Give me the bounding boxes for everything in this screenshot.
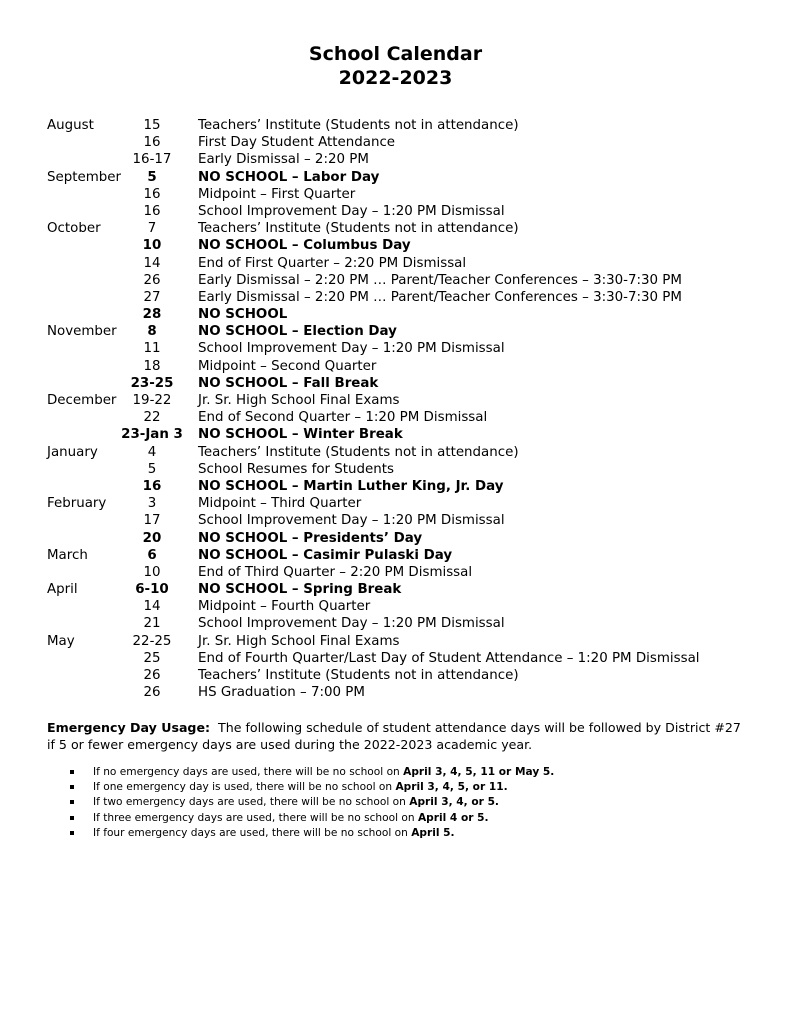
calendar-days: 26: [143, 685, 161, 701]
calendar-days: 4: [147, 444, 157, 460]
calendar-row: [0, 650, 791, 667]
calendar-row: [0, 615, 791, 632]
calendar-days: 27: [143, 289, 161, 305]
calendar-event: Teachers’ Institute (Students not in attendance): [198, 444, 519, 460]
calendar-days: 5: [147, 461, 157, 477]
calendar-event: Jr. Sr. High School Final Exams: [198, 633, 400, 649]
emergency-text: The following schedule of student attendance days will be followed by District #27 if 5 or fewer emergency days are used during the 2022-2023 academic year.: [47, 720, 741, 752]
calendar-event: Jr. Sr. High School Final Exams: [198, 393, 400, 408]
calendar-days: 16: [143, 135, 161, 151]
calendar-days: 14: [143, 255, 161, 271]
calendar-row: [0, 633, 791, 650]
calendar-event: Midpoint – Second Quarter: [198, 358, 377, 374]
calendar-event: NO SCHOOL – Winter Break: [198, 427, 403, 443]
bullet-item: [70, 765, 770, 780]
bullet-text: If four emergency days are used, there will be no school on: [93, 826, 412, 839]
calendar-days: 6-10: [135, 582, 169, 598]
calendar-row: [0, 289, 791, 306]
calendar-row: [0, 306, 791, 323]
calendar-event: Midpoint – First Quarter: [198, 186, 356, 202]
calendar-event: Teachers’ Institute (Students not in attendance): [198, 668, 519, 683]
calendar-row: [0, 530, 791, 547]
calendar-days: 16: [142, 478, 162, 494]
bullet-square-icon: [70, 770, 74, 774]
calendar-event: Midpoint – Fourth Quarter: [198, 599, 371, 615]
bullet-square-icon: [70, 831, 74, 835]
calendar-month: October: [47, 221, 101, 237]
calendar-month: January: [47, 444, 98, 460]
bullet-item: [70, 780, 770, 795]
calendar-event: Teachers’ Institute (Students not in attendance): [198, 118, 519, 133]
calendar-month: May: [47, 633, 75, 649]
calendar-days: 28: [142, 307, 162, 323]
calendar-row: [0, 117, 791, 134]
calendar-row: [0, 203, 791, 220]
bullet-dates: April 4 or 5.: [417, 811, 489, 824]
calendar-days: 23-25: [130, 375, 174, 391]
bullet-text: If two emergency days are used, there will be no school on: [93, 796, 410, 809]
calendar-row: [0, 512, 791, 529]
calendar-row: [0, 220, 791, 237]
bullet-dates: April 3, 4, or 5.: [409, 796, 499, 809]
calendar-event: Early Dismissal – 2:20 PM: [198, 152, 369, 168]
calendar-row: [0, 255, 791, 272]
calendar-event: NO SCHOOL – Fall Break: [198, 375, 379, 391]
emergency-bullet-list: [70, 765, 770, 841]
calendar-row: [0, 495, 791, 512]
calendar-row: [0, 169, 791, 186]
calendar-event: School Resumes for Students: [198, 461, 394, 477]
calendar-days: 14: [143, 599, 161, 615]
bullet-square-icon: [70, 800, 74, 804]
bullet-text: If no emergency days are used, there will be no school on: [93, 766, 404, 778]
emergency-paragraph: [47, 719, 747, 753]
calendar-event: School Improvement Day – 1:20 PM Dismissal: [198, 341, 505, 357]
calendar-event: End of First Quarter – 2:20 PM Dismissal: [198, 255, 467, 271]
calendar-row: [0, 272, 791, 289]
calendar-days: 16: [143, 203, 161, 219]
bullet-text-line: [93, 811, 489, 826]
calendar-row: [0, 323, 791, 340]
calendar-days: 11: [143, 341, 161, 357]
calendar-event: NO SCHOOL – Spring Break: [198, 582, 402, 598]
calendar-days: 16-17: [132, 152, 172, 168]
calendar-event: NO SCHOOL – Election Day: [198, 324, 397, 340]
bullet-item: [70, 795, 770, 810]
calendar-row: [0, 581, 791, 598]
calendar-days: 23-Jan 3: [121, 427, 183, 443]
calendar-row: [0, 564, 791, 581]
calendar-event: First Day Student Attendance: [198, 135, 396, 151]
bullet-dates: April 3, 4, 5, or 11.: [395, 781, 508, 794]
calendar-event: Early Dismissal – 2:20 PM … Parent/Teacher Conferences – 3:30-7:30 PM: [198, 272, 682, 288]
calendar-row: [0, 426, 791, 443]
bullet-item: [70, 811, 770, 826]
calendar-days: 7: [147, 221, 157, 237]
bullet-text-line: [93, 795, 499, 810]
calendar-event: NO SCHOOL – Martin Luther King, Jr. Day: [198, 478, 504, 494]
page-title: School Calendar: [308, 43, 483, 65]
calendar-days: 21: [143, 616, 161, 632]
bullet-dates: April 5.: [411, 826, 455, 839]
bullet-text-line: [93, 780, 508, 795]
calendar-event: NO SCHOOL – Presidents’ Day: [198, 530, 423, 546]
calendar-month: March: [47, 547, 88, 563]
calendar-days: 26: [143, 668, 161, 683]
calendar-row: [0, 151, 791, 168]
calendar-row: [0, 375, 791, 392]
calendar-days: 10: [142, 238, 162, 254]
calendar-row: [0, 134, 791, 151]
calendar-row: [0, 547, 791, 564]
calendar-list: [0, 117, 791, 701]
calendar-days: 19-22: [132, 393, 172, 408]
calendar-row: [0, 478, 791, 495]
calendar-row: [0, 392, 791, 409]
calendar-row: [0, 237, 791, 254]
calendar-event: Midpoint – Third Quarter: [198, 496, 362, 512]
calendar-days: 22-25: [132, 633, 172, 649]
calendar-month: August: [47, 118, 94, 133]
calendar-event: End of Fourth Quarter/Last Day of Student Attendance – 1:20 PM Dismissal: [198, 650, 700, 666]
bullet-item: [70, 826, 770, 841]
emergency-label: Emergency Day Usage:: [47, 720, 211, 735]
calendar-row: [0, 340, 791, 357]
calendar-month: November: [47, 324, 117, 340]
calendar-event: End of Second Quarter – 1:20 PM Dismissal: [198, 410, 488, 426]
calendar-month: September: [47, 169, 122, 185]
calendar-event: Teachers’ Institute (Students not in attendance): [198, 221, 519, 237]
bullet-text-line: [93, 826, 455, 841]
calendar-event: NO SCHOOL – Labor Day: [198, 169, 380, 185]
calendar-month: December: [47, 393, 117, 408]
calendar-row: [0, 409, 791, 426]
calendar-event: End of Third Quarter – 2:20 PM Dismissal: [198, 564, 473, 580]
calendar-row: [0, 598, 791, 615]
calendar-row: [0, 684, 791, 701]
calendar-days: 10: [143, 564, 161, 580]
calendar-event: NO SCHOOL – Columbus Day: [198, 238, 411, 254]
calendar-days: 18: [143, 358, 161, 374]
calendar-days: 17: [143, 513, 161, 529]
page-subtitle-year: 2022-2023: [338, 67, 453, 89]
calendar-days: 16: [143, 186, 161, 202]
bullet-square-icon: [70, 816, 74, 820]
calendar-event: School Improvement Day – 1:20 PM Dismissal: [198, 203, 505, 219]
bullet-square-icon: [70, 785, 74, 789]
bullet-text: If one emergency day is used, there will be no school on: [93, 781, 396, 794]
calendar-row: [0, 667, 791, 684]
bullet-dates: April 3, 4, 5, 11 or May 5.: [403, 766, 555, 778]
calendar-days: 3: [147, 496, 157, 512]
calendar-month: April: [47, 582, 78, 598]
calendar-days: 15: [143, 118, 161, 133]
calendar-days: 26: [143, 272, 161, 288]
calendar-month: February: [47, 496, 107, 512]
calendar-days: 8: [147, 324, 157, 340]
calendar-row: [0, 444, 791, 461]
calendar-event: NO SCHOOL – Casimir Pulaski Day: [198, 547, 453, 563]
calendar-row: [0, 461, 791, 478]
bullet-text-line: [93, 765, 554, 780]
calendar-row: [0, 358, 791, 375]
calendar-event: Early Dismissal – 2:20 PM … Parent/Teacher Conferences – 3:30-7:30 PM: [198, 289, 682, 305]
calendar-event: School Improvement Day – 1:20 PM Dismissal: [198, 513, 505, 529]
calendar-row: [0, 186, 791, 203]
bullet-text: If three emergency days are used, there will be no school on: [93, 811, 418, 824]
calendar-days: 20: [142, 530, 162, 546]
calendar-days: 5: [147, 169, 157, 185]
calendar-event: HS Graduation – 7:00 PM: [198, 685, 365, 701]
calendar-days: 25: [143, 650, 161, 666]
calendar-event: School Improvement Day – 1:20 PM Dismissal: [198, 616, 505, 632]
calendar-days: 6: [147, 547, 157, 563]
calendar-event: NO SCHOOL: [198, 307, 288, 323]
calendar-days: 22: [143, 410, 161, 426]
